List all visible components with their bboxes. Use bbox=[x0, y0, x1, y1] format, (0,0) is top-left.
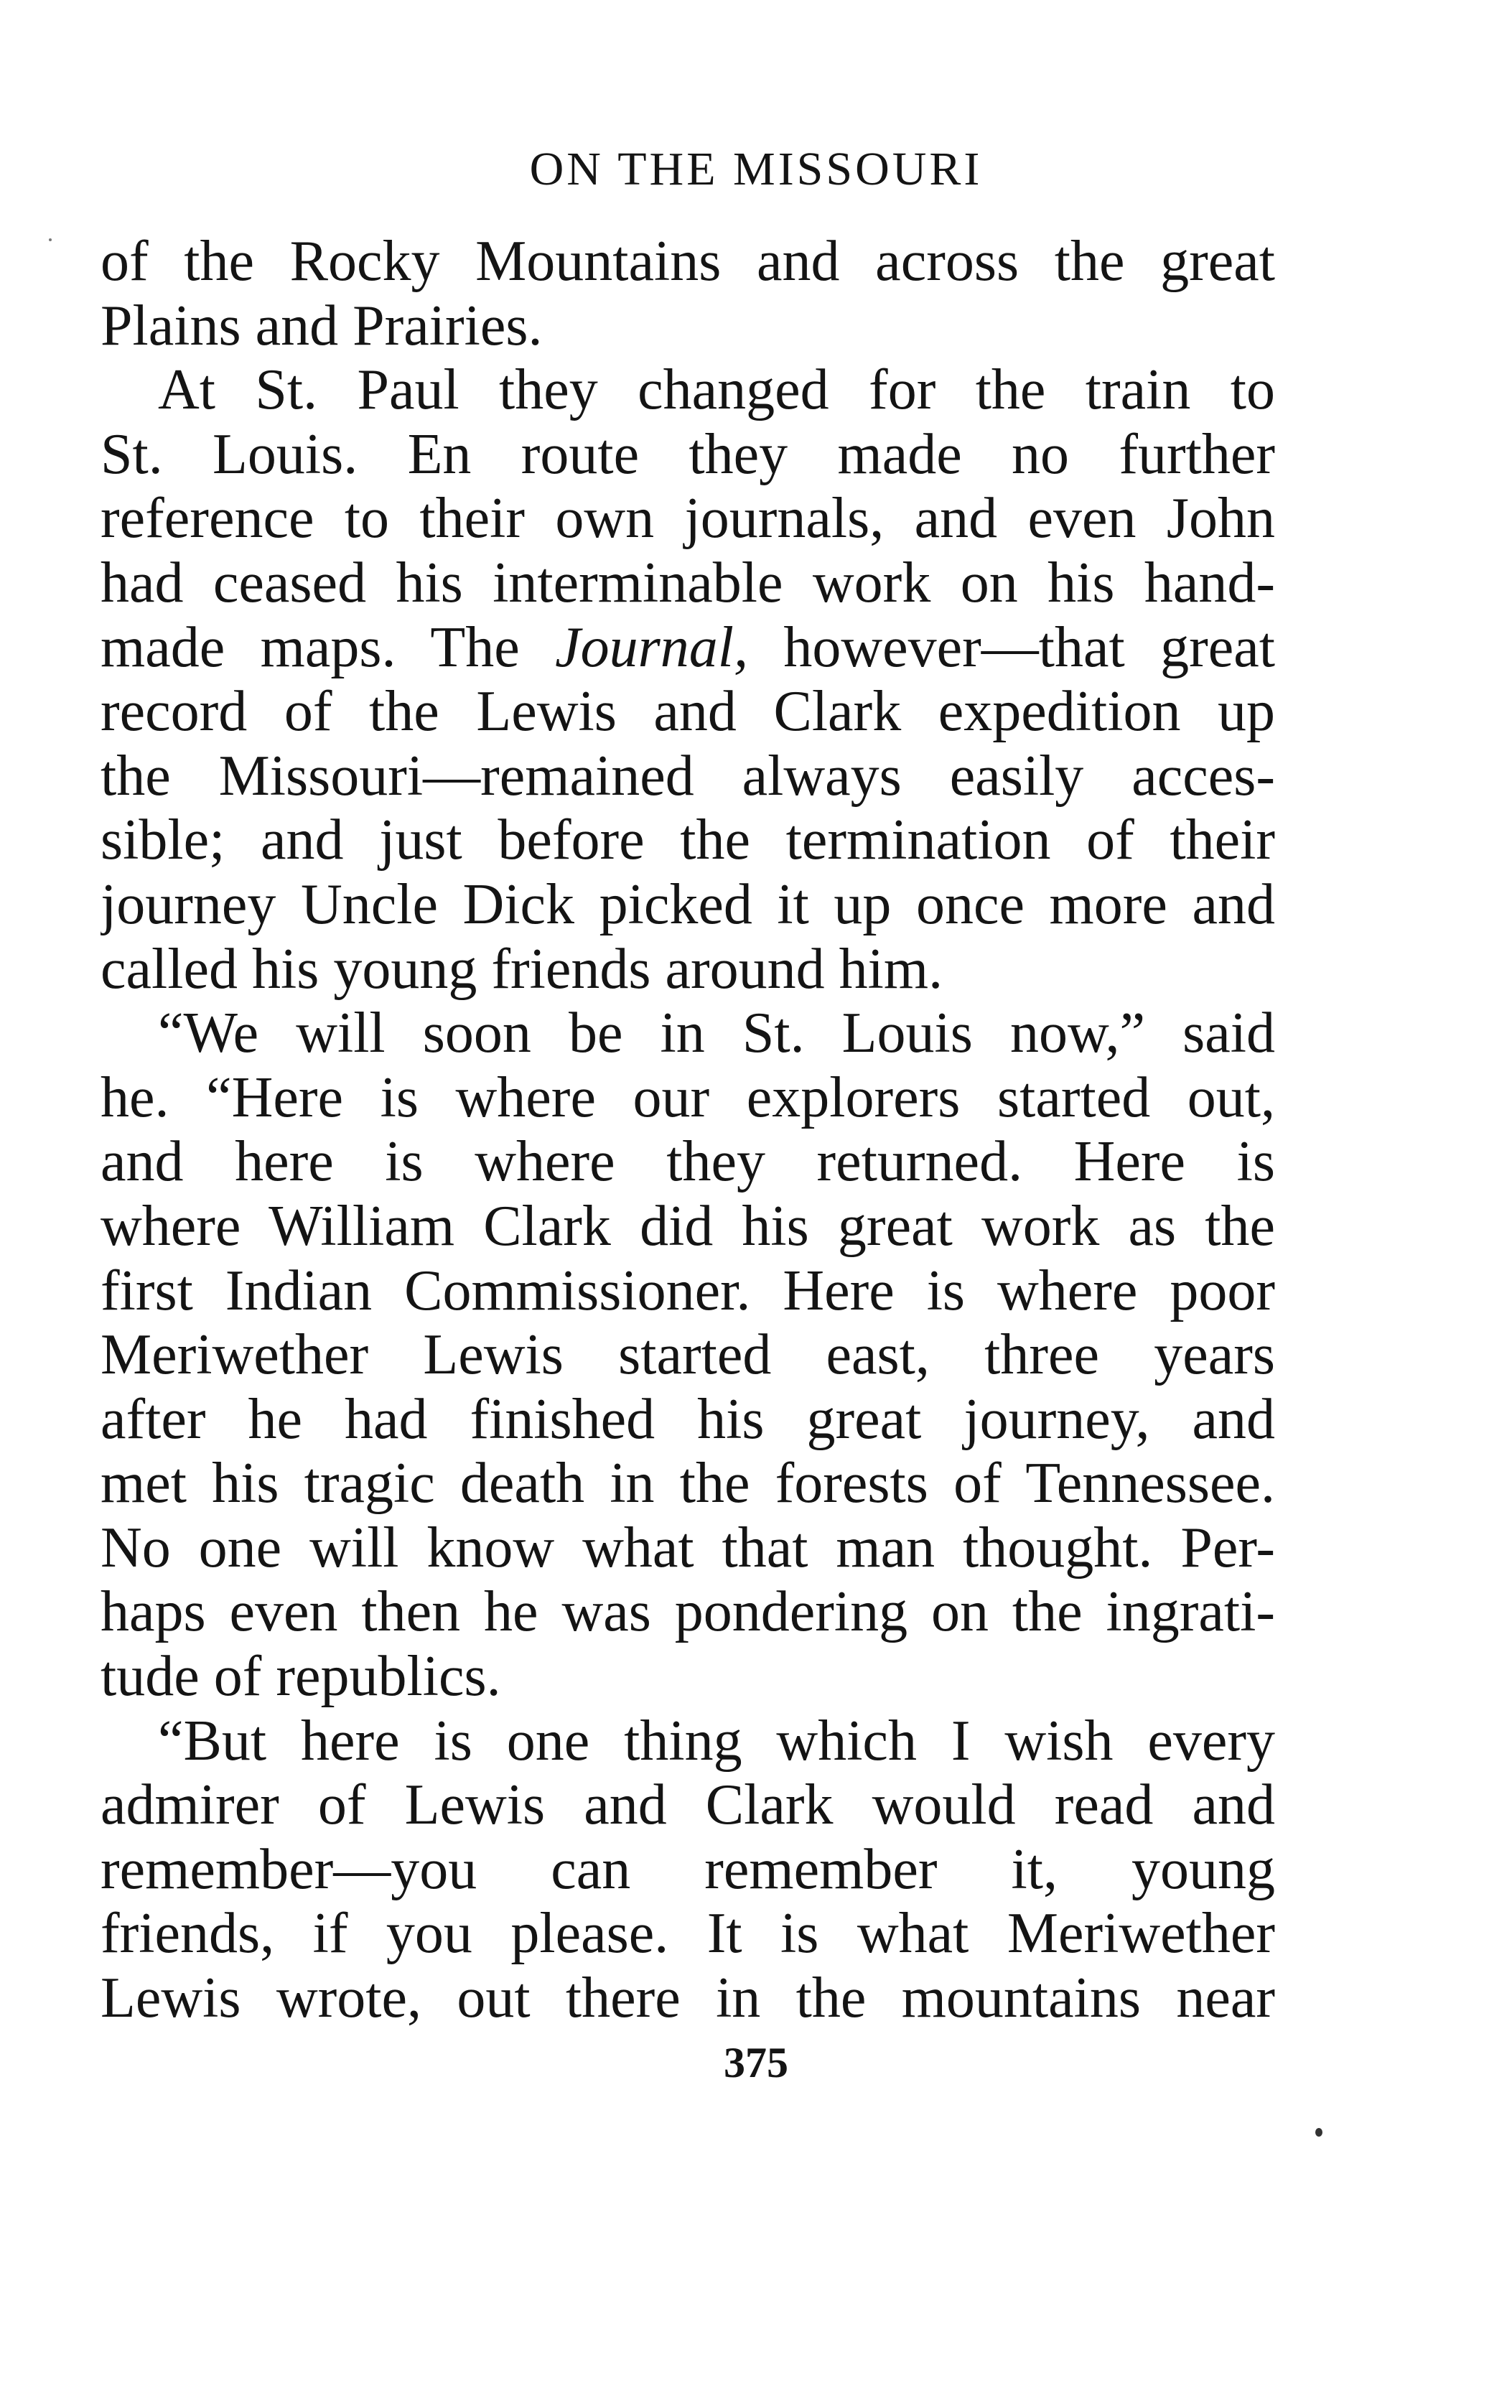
text-line: At St. Paul they changed for the train to bbox=[158, 358, 1275, 422]
text-line: after he had finished his great journey, and bbox=[101, 1387, 1275, 1451]
text-line: No one will know what that man thought. Per- bbox=[101, 1516, 1275, 1579]
text-line: where William Clark did his great work as the bbox=[101, 1194, 1275, 1258]
text-line: haps even then he was pondering on the ingrati- bbox=[101, 1580, 1275, 1644]
text-line: Plains and Prairies. bbox=[101, 294, 543, 358]
text-line: “But here is one thing which I wish every bbox=[158, 1709, 1275, 1773]
text-line: Meriwether Lewis started east, three years bbox=[101, 1323, 1275, 1387]
text-line: sible; and just before the termination of their bbox=[101, 808, 1275, 872]
text-line: made maps. The Journal, however—that great bbox=[101, 615, 1275, 679]
text-line: friends, if you please. It is what Meriwether bbox=[101, 1902, 1275, 1966]
text-line: “We will soon be in St. Louis now,” said bbox=[158, 1002, 1275, 1065]
italic-title: Journal, bbox=[555, 615, 748, 679]
scan-speck bbox=[49, 238, 52, 241]
text-line: journey Uncle Dick picked it up once more and bbox=[101, 872, 1275, 936]
scan-speck bbox=[1315, 2128, 1322, 2137]
text-line: had ceased his interminable work on his hand- bbox=[101, 551, 1275, 615]
text-line: reference to their own journals, and even John bbox=[101, 487, 1275, 551]
text-line: and here is where they returned. Here is bbox=[101, 1130, 1275, 1194]
body-text bbox=[101, 230, 1275, 2031]
text-line: tude of republics. bbox=[101, 1645, 501, 1709]
text-line: remember—you can remember it, young bbox=[101, 1837, 1275, 1901]
text-line: the Missouri—remained always easily acces- bbox=[101, 744, 1275, 808]
page-number: 375 bbox=[724, 2039, 788, 2086]
text-line: met his tragic death in the forests of Tennessee. bbox=[101, 1452, 1275, 1516]
running-head: ON THE MISSOURI bbox=[529, 143, 983, 195]
text-line: St. Louis. En route they made no further bbox=[101, 422, 1275, 486]
text-line: admirer of Lewis and Clark would read and bbox=[101, 1773, 1275, 1837]
text-line: first Indian Commissioner. Here is where poor bbox=[101, 1259, 1275, 1322]
text-line: record of the Lewis and Clark expedition up bbox=[101, 680, 1275, 744]
text-line: he. “Here is where our explorers started out, bbox=[101, 1065, 1275, 1129]
text-line: called his young friends around him. bbox=[101, 937, 943, 1001]
text-line: of the Rocky Mountains and across the great bbox=[101, 230, 1275, 293]
text-line: Lewis wrote, out there in the mountains near bbox=[101, 1966, 1275, 2030]
